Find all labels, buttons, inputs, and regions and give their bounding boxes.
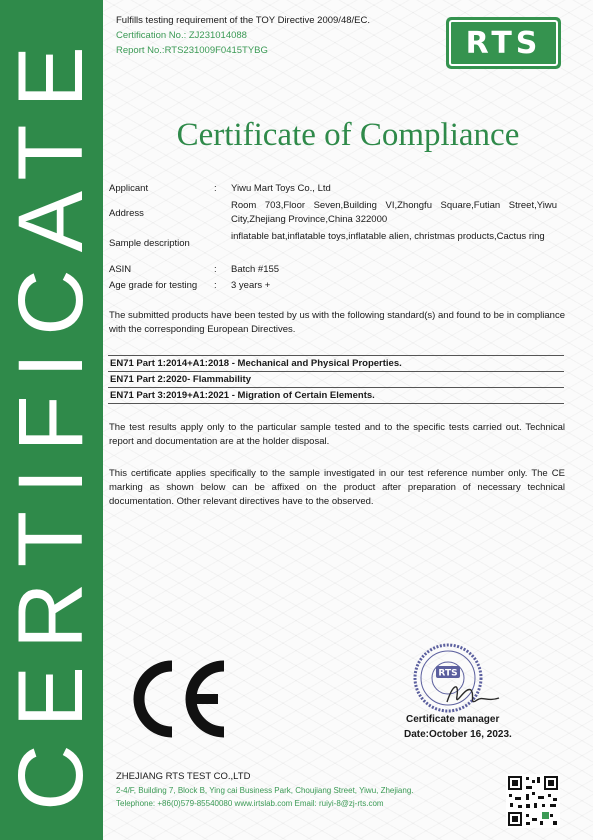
asin-label: ASIN — [109, 264, 132, 275]
age-grade-colon: : — [214, 280, 217, 291]
sidebar-vertical-text: CERTIFICATE — [0, 29, 102, 811]
address-label: Address — [109, 208, 144, 219]
compliance-statement: The submitted products have been tested by us with the following standard(s) and found to be in compliance with the corresponding European Directives. — [109, 310, 565, 335]
sample-description-value: inflatable bat,inflatable toys,inflatable alien, christmas products,Cactus ring — [231, 231, 545, 242]
applicant-label: Applicant — [109, 183, 149, 194]
qr-code-icon — [506, 774, 560, 828]
rts-logo-text: RTS — [449, 20, 558, 66]
applicant-value: Yiwu Mart Toys Co., Ltd — [231, 183, 331, 194]
rts-logo — [446, 17, 561, 69]
report-number: Report No.:RTS231009F0415TYBG — [116, 45, 268, 56]
standard-row: EN71 Part 2:2020- Flammability — [108, 372, 564, 388]
certificate-sidebar — [0, 0, 103, 840]
signature-icon — [443, 678, 503, 712]
company-address: 2-4/F, Building 7, Block B, Ying cai Business Park, Choujiang Street, Yiwu, Zhejiang. — [116, 786, 414, 795]
asin-colon: : — [214, 264, 217, 275]
certificate-scope-paragraph: This certificate applies specifically to the sample investigated in our test reference number only. The CE marking as shown below can be affixed on the product after preparation of necessary technical documentation. Other relevant directives have to the observed. — [109, 468, 565, 507]
seal-text: RTS — [438, 668, 458, 679]
standard-row: EN71 Part 3:2019+A1:2021 - Migration of Certain Elements. — [108, 388, 564, 404]
address-value: Room 703,Floor Seven,Building VI,Zhongfu Square,Futian Street,Yiwu City,Zhejiang Province,China 322000 — [231, 200, 557, 225]
standards-table — [108, 355, 564, 404]
age-grade-label: Age grade for testing — [109, 280, 198, 291]
test-results-paragraph: The test results apply only to the particular sample tested and to the specific tests carried out. Technical report and documentation are at the holder disposal. — [109, 422, 565, 447]
age-grade-value: 3 years + — [231, 280, 271, 291]
sample-description-label: Sample description — [109, 238, 190, 249]
asin-value: Batch #155 — [231, 264, 280, 275]
certification-number: Certification No.: ZJ231014088 — [116, 30, 247, 41]
directive-line: Fulfills testing requirement of the TOY Directive 2009/48/EC. — [116, 15, 370, 26]
applicant-colon: : — [214, 183, 217, 194]
standard-row: EN71 Part 1:2014+A1:2018 - Mechanical and Physical Properties. — [108, 356, 564, 372]
certificate-manager-label: Certificate manager — [406, 714, 500, 725]
certificate-date: Date:October 16, 2023. — [404, 729, 512, 740]
company-contact: Telephone: +86(0)579-85540080 www.irtslab.com Email: ruiyi-8@zj-rts.com — [116, 799, 384, 808]
certificate-title: Certificate of Compliance — [176, 117, 520, 153]
company-name: ZHEJIANG RTS TEST CO.,LTD — [116, 771, 251, 782]
ce-mark-icon — [124, 658, 234, 740]
